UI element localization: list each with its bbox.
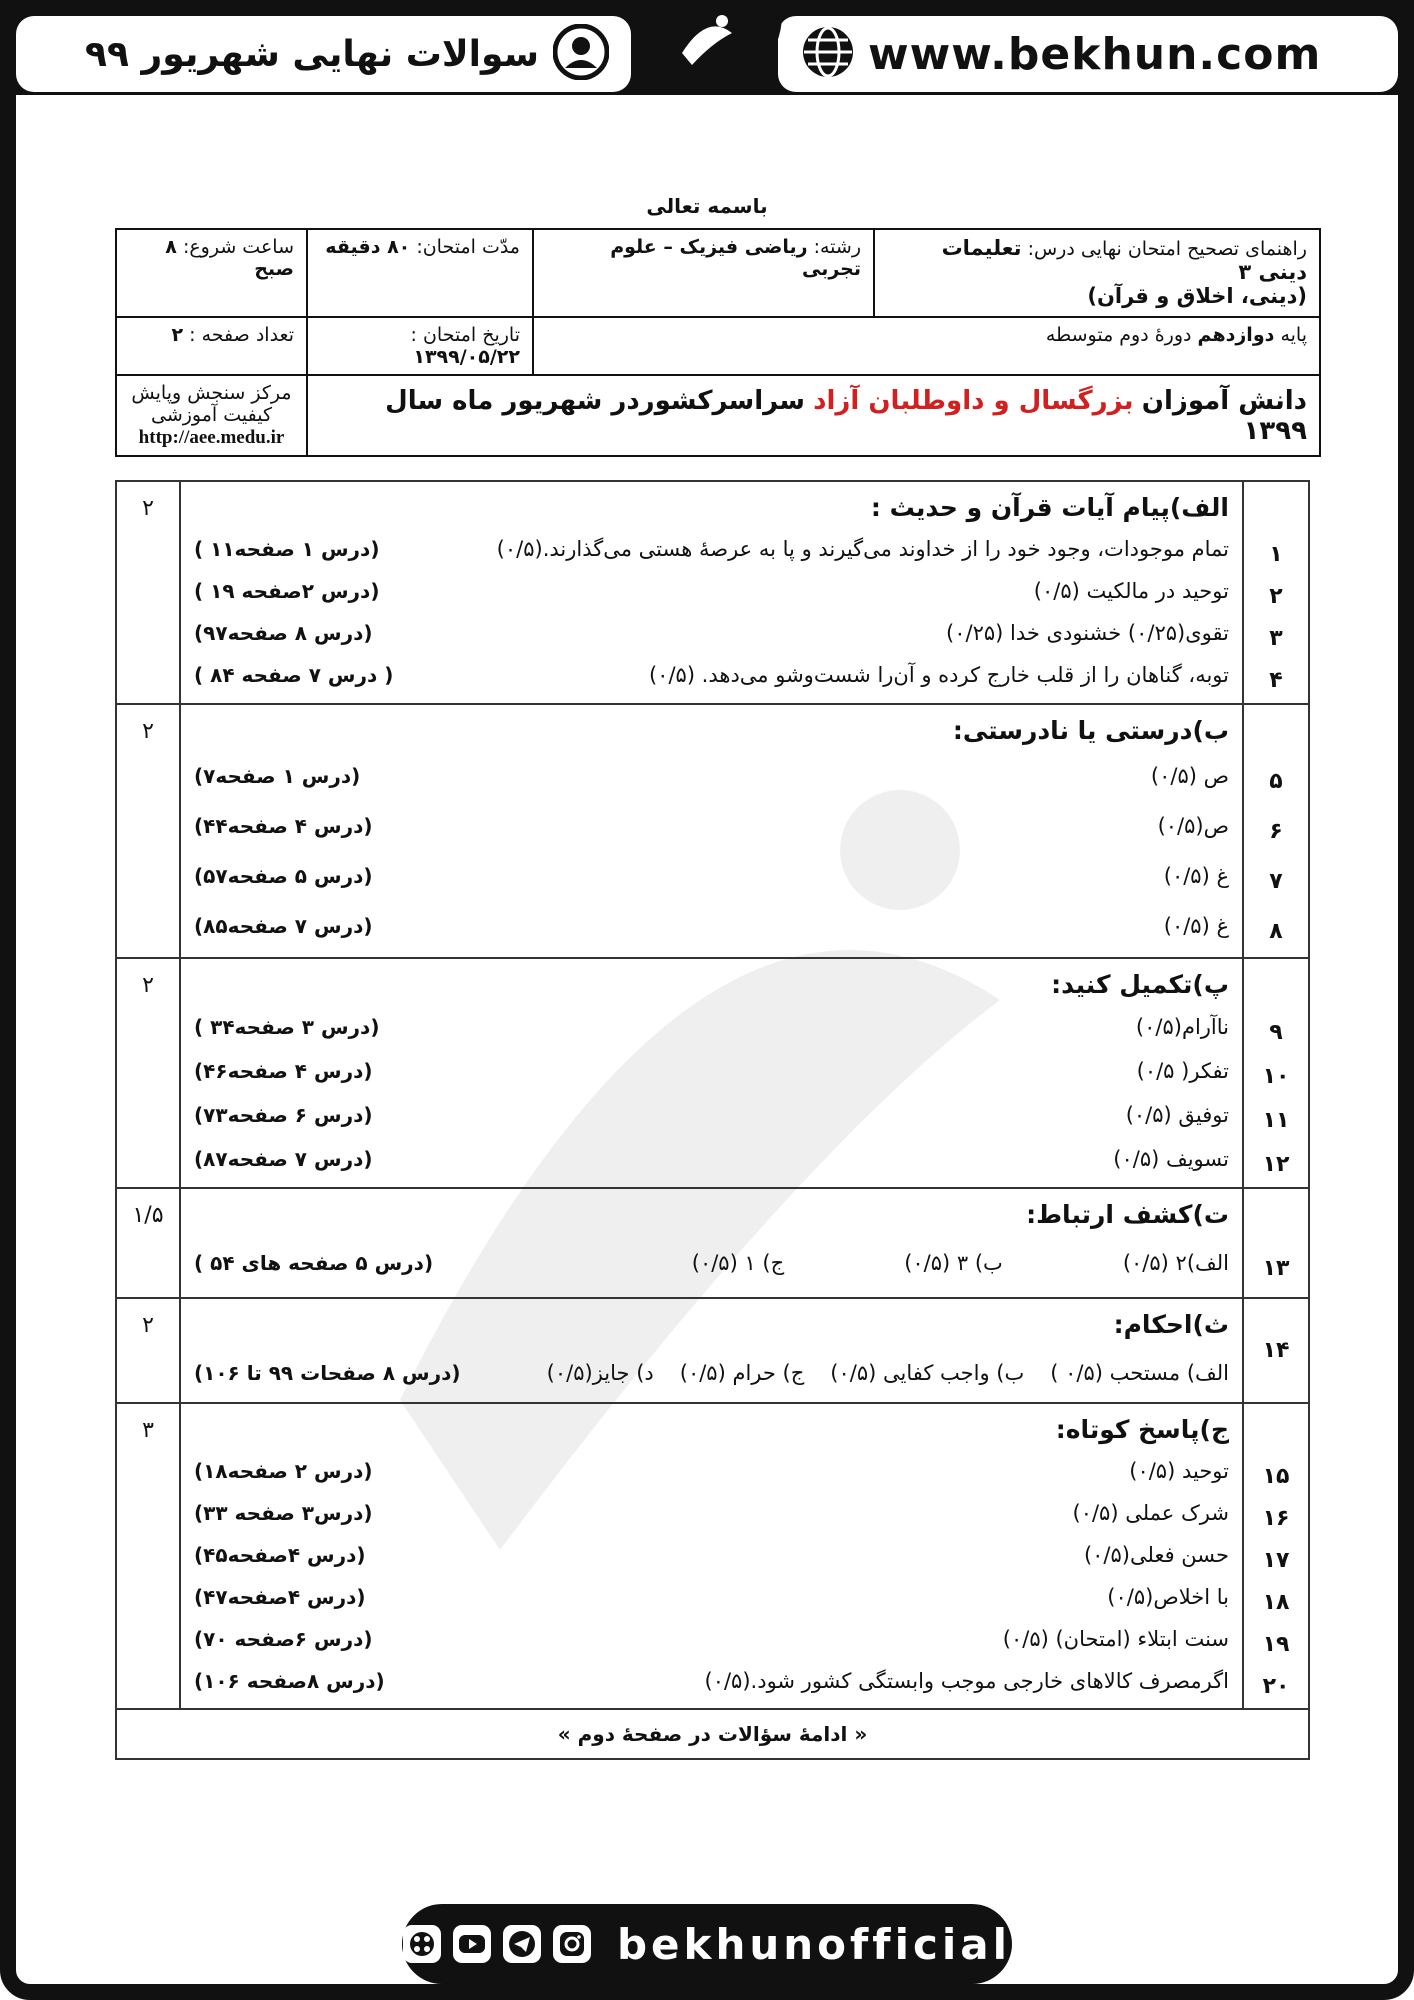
answer-line (182, 654, 1241, 696)
center-url[interactable]: http://aee.medu.ir (138, 427, 285, 448)
duration-label: مدّت امتحان: (416, 236, 520, 258)
bismillah: باسمه تعالی (646, 194, 768, 218)
start-value: ۸ صبح (165, 236, 294, 280)
center-name: مرکز سنجش وپایش کیفیت آموزشی (131, 382, 292, 426)
item-number-column (1243, 1188, 1309, 1298)
answer-text: الف)۲ (۰/۵) (1122, 1251, 1229, 1275)
lesson-reference: (درس ۶صفحه ۷۰) (194, 1627, 373, 1651)
lesson-reference: (درس ۸ صفحه۹۷) (194, 621, 373, 645)
field-label: رشته: (813, 236, 861, 258)
answer-text: شرک عملی (۰/۵) (1072, 1501, 1229, 1525)
section-row (116, 1188, 1309, 1298)
answer-line (182, 1005, 1241, 1049)
lesson-reference: (درس ۷ صفحه۸۷) (194, 1147, 373, 1171)
item-number-column (1243, 958, 1309, 1188)
section-content (180, 481, 1243, 704)
grade-value: دوازدهم (1197, 324, 1275, 346)
lesson-reference: (درس ۸ صفحات ۹۹ تا ۱۰۶) (194, 1361, 461, 1385)
answer-line (182, 851, 1241, 901)
students-highlight: بزرگسال و داوطلبان آزاد (813, 385, 1134, 416)
grade-suffix: دورهٔ دوم متوسطه (1045, 324, 1192, 346)
section-title: ت)کشف ارتباط: (1026, 1200, 1229, 1229)
section-title: پ)تکمیل کنید: (1051, 970, 1229, 999)
section-score: ۱/۵ (116, 1188, 180, 1298)
lesson-reference: ( درس ۷ صفحه ۸۴ ) (194, 663, 394, 687)
answer-line (182, 528, 1241, 570)
answer-line (182, 1534, 1241, 1576)
brand-handle[interactable]: bekhunofficial (616, 1919, 1011, 1969)
lesson-reference: (درس ۶ صفحه۷۳) (194, 1103, 373, 1127)
section-content (180, 1188, 1243, 1298)
lesson-reference: (درس ۵ صفحه۵۷) (194, 864, 373, 888)
students-prefix: دانش آموزان (1141, 385, 1307, 416)
answer-line (182, 751, 1241, 801)
answer-text: ج) ۱ (۰/۵) (691, 1251, 785, 1275)
answer-line (182, 801, 1241, 851)
item-number-column (1243, 1298, 1309, 1403)
item-number: ۱۵ (1262, 1463, 1290, 1489)
item-number: ۶ (1269, 818, 1283, 844)
section-title: الف)پیام آیات قرآن و حدیث : (870, 493, 1229, 522)
date-cell (307, 317, 533, 375)
globe-icon (800, 24, 856, 84)
pages-label: تعداد صفحه : (189, 324, 294, 346)
section-content (180, 1298, 1243, 1403)
answer-text: تقوی(۰/۲۵) خشنودی خدا (۰/۲۵) (946, 621, 1229, 645)
section-row (116, 481, 1309, 704)
instagram-icon[interactable] (553, 1925, 591, 1963)
item-number: ۱ (1269, 541, 1283, 567)
answer-line (182, 1137, 1241, 1181)
date-value: ۱۳۹۹/۰۵/۲۲ (413, 346, 520, 368)
answer-text: سنت ابتلاء (امتحان) (۰/۵) (1002, 1627, 1229, 1651)
site-url[interactable]: www.bekhun.com (868, 28, 1322, 80)
answer-line (182, 1093, 1241, 1137)
center-cell (116, 375, 307, 456)
answer-line (182, 1660, 1241, 1702)
section-title: ث)احکام: (1113, 1310, 1229, 1339)
section-row (116, 1298, 1309, 1403)
section-title: ج)پاسخ کوتاه: (1055, 1415, 1229, 1444)
section-row (116, 704, 1309, 958)
item-number: ۲۰ (1262, 1673, 1290, 1699)
answer-text: ب) ۳ (۰/۵) (904, 1251, 1003, 1275)
answer-text: ج) حرام (۰/۵) (679, 1361, 805, 1385)
section-content (180, 1403, 1243, 1709)
pages-value: ۲ (171, 324, 184, 346)
item-number: ۱۲ (1262, 1151, 1290, 1177)
lesson-reference: (درس ۳ صفحه۳۴ ) (194, 1015, 380, 1039)
continue-note: « ادامهٔ سؤالات در صفحهٔ دوم » (116, 1709, 1309, 1759)
answer-line (182, 1618, 1241, 1660)
item-number-column (1243, 481, 1309, 704)
item-number: ۱۳ (1262, 1255, 1290, 1281)
answer-text: توبه، گناهان را از قلب خارج کرده و آن‌را شست‌وشو می‌دهد. (۰/۵) (648, 663, 1229, 687)
course-cell (874, 229, 1320, 317)
item-number: ۷ (1269, 868, 1283, 894)
answer-text: ناآرام(۰/۵) (1135, 1015, 1229, 1039)
lesson-reference: (درس ۴ صفحه۴۴) (194, 814, 373, 838)
answer-text: تفکر( ۰/۵) (1136, 1059, 1229, 1083)
answer-text: الف) مستحب (۰/۵ ) (1050, 1361, 1229, 1385)
item-number: ۱۴ (1262, 1338, 1290, 1363)
answer-line (182, 1049, 1241, 1093)
answer-line (182, 901, 1241, 951)
section-score: ۳ (116, 1403, 180, 1709)
section-title: ب)درستی یا نادرستی: (952, 716, 1229, 745)
item-number: ۹ (1269, 1019, 1283, 1045)
field-value: ریاضی فیزیک – علوم تجربی (610, 236, 861, 280)
field-cell (533, 229, 874, 317)
item-number-column (1243, 1403, 1309, 1709)
lesson-reference: (درس ۴صفحه۴۵) (194, 1543, 366, 1567)
grade-prefix: پایه (1280, 324, 1307, 346)
answer-text: حسن فعلی(۰/۵) (1083, 1543, 1229, 1567)
banner-title: سوالات نهایی شهریور ۹۹ (85, 33, 539, 75)
youtube-icon[interactable] (453, 1925, 491, 1963)
item-number: ۱۹ (1262, 1631, 1290, 1657)
duration-value: ۸۰ دقیقه (325, 236, 411, 258)
item-number: ۱۰ (1262, 1063, 1290, 1089)
item-number: ۵ (1269, 768, 1283, 794)
answer-text: د) جایز(۰/۵) (546, 1361, 654, 1385)
answer-text: توحید در مالکیت (۰/۵) (1033, 579, 1229, 603)
section-row (116, 958, 1309, 1188)
item-number: ۱۶ (1262, 1505, 1290, 1531)
item-number: ۳ (1269, 625, 1283, 651)
lesson-reference: (درس۳ صفحه ۳۳) (194, 1501, 373, 1525)
section-content (180, 958, 1243, 1188)
duration-cell (307, 229, 533, 317)
section-score: ۲ (116, 704, 180, 958)
item-number: ۱۷ (1262, 1547, 1290, 1573)
section-row (116, 1403, 1309, 1709)
banner-url-pill[interactable] (778, 16, 1398, 92)
lesson-reference: (درس ۲صفحه ۱۹ ) (194, 579, 380, 603)
lesson-reference: (درس ۵ صفحه های ۵۴ ) (194, 1251, 434, 1275)
answer-text: توحید (۰/۵) (1129, 1459, 1229, 1483)
lesson-reference: (درس ۷ صفحه۸۵) (194, 914, 373, 938)
answer-text: غ (۰/۵) (1163, 864, 1229, 888)
section-score: ۲ (116, 958, 180, 1188)
answer-line (182, 1576, 1241, 1618)
item-number: ۸ (1269, 918, 1283, 944)
answer-text: اگرمصرف کالاهای خارجی موجب وابستگی کشور شود.(۰/۵) (704, 1669, 1229, 1693)
user-icon (553, 24, 609, 84)
item-number: ۲ (1269, 583, 1283, 609)
answer-text: ص (۰/۵) (1150, 764, 1229, 788)
guide-label: راهنمای تصحیح امتحان نهایی درس: (1027, 238, 1307, 260)
telegram-icon[interactable] (503, 1925, 541, 1963)
lesson-reference: (درس ۴ صفحه۴۶) (194, 1059, 373, 1083)
answer-line (182, 1345, 1241, 1401)
answer-text: غ (۰/۵) (1163, 914, 1229, 938)
answer-line (182, 570, 1241, 612)
aparat-icon[interactable] (403, 1925, 441, 1963)
answer-text: ب) واجب کفایی (۰/۵) (830, 1361, 1025, 1385)
start-label: ساعت شروع: (182, 236, 294, 258)
students-suffix: سراسرکشوردر شهریور ماه سال ۱۳۹۹ (385, 385, 1307, 446)
lesson-reference: (درس ۱ صفحه۷) (194, 764, 361, 788)
answer-text: ص(۰/۵) (1157, 814, 1229, 838)
answer-text: با اخلاص(۰/۵) (1107, 1585, 1229, 1609)
answer-text: تسویف (۰/۵) (1113, 1147, 1229, 1171)
lesson-reference: (درس ۸صفحه ۱۰۶) (194, 1669, 385, 1693)
item-number-column (1243, 704, 1309, 958)
exam-header-table (115, 228, 1321, 457)
banner-title-pill (16, 16, 631, 92)
answer-line (182, 1235, 1241, 1291)
answer-text: توفیق (۰/۵) (1125, 1103, 1229, 1127)
item-number: ۴ (1269, 667, 1283, 693)
continue-row (116, 1709, 1309, 1759)
pages-cell (116, 317, 307, 375)
answer-line (182, 1492, 1241, 1534)
social-footer (402, 1904, 1012, 1984)
lesson-reference: (درس ۱ صفحه۱۱ ) (194, 537, 380, 561)
section-score: ۲ (116, 1298, 180, 1403)
section-score: ۲ (116, 481, 180, 704)
grade-cell (533, 317, 1320, 375)
students-cell (307, 375, 1320, 456)
item-number: ۱۱ (1262, 1107, 1290, 1133)
answer-line (182, 1450, 1241, 1492)
start-cell (116, 229, 307, 317)
course-subtitle: (دینی، اخلاق و قرآن) (1087, 284, 1307, 308)
answer-text: تمام موجودات، وجود خود را از خداوند می‌گیرند و پا به عرصهٔ هستی می‌گذارند.(۰/۵) (496, 537, 1229, 561)
answer-line (182, 612, 1241, 654)
item-number: ۱۸ (1262, 1589, 1290, 1615)
date-label: تاریخ امتحان : (410, 324, 520, 346)
section-content (180, 704, 1243, 958)
lesson-reference: (درس ۲ صفحه۱۸) (194, 1459, 373, 1483)
lesson-reference: (درس ۴صفحه۴۷) (194, 1585, 366, 1609)
logo-mark-icon (672, 3, 742, 77)
answer-table (115, 480, 1310, 1760)
course-name: تعلیمات دینی ۳ (941, 236, 1307, 284)
